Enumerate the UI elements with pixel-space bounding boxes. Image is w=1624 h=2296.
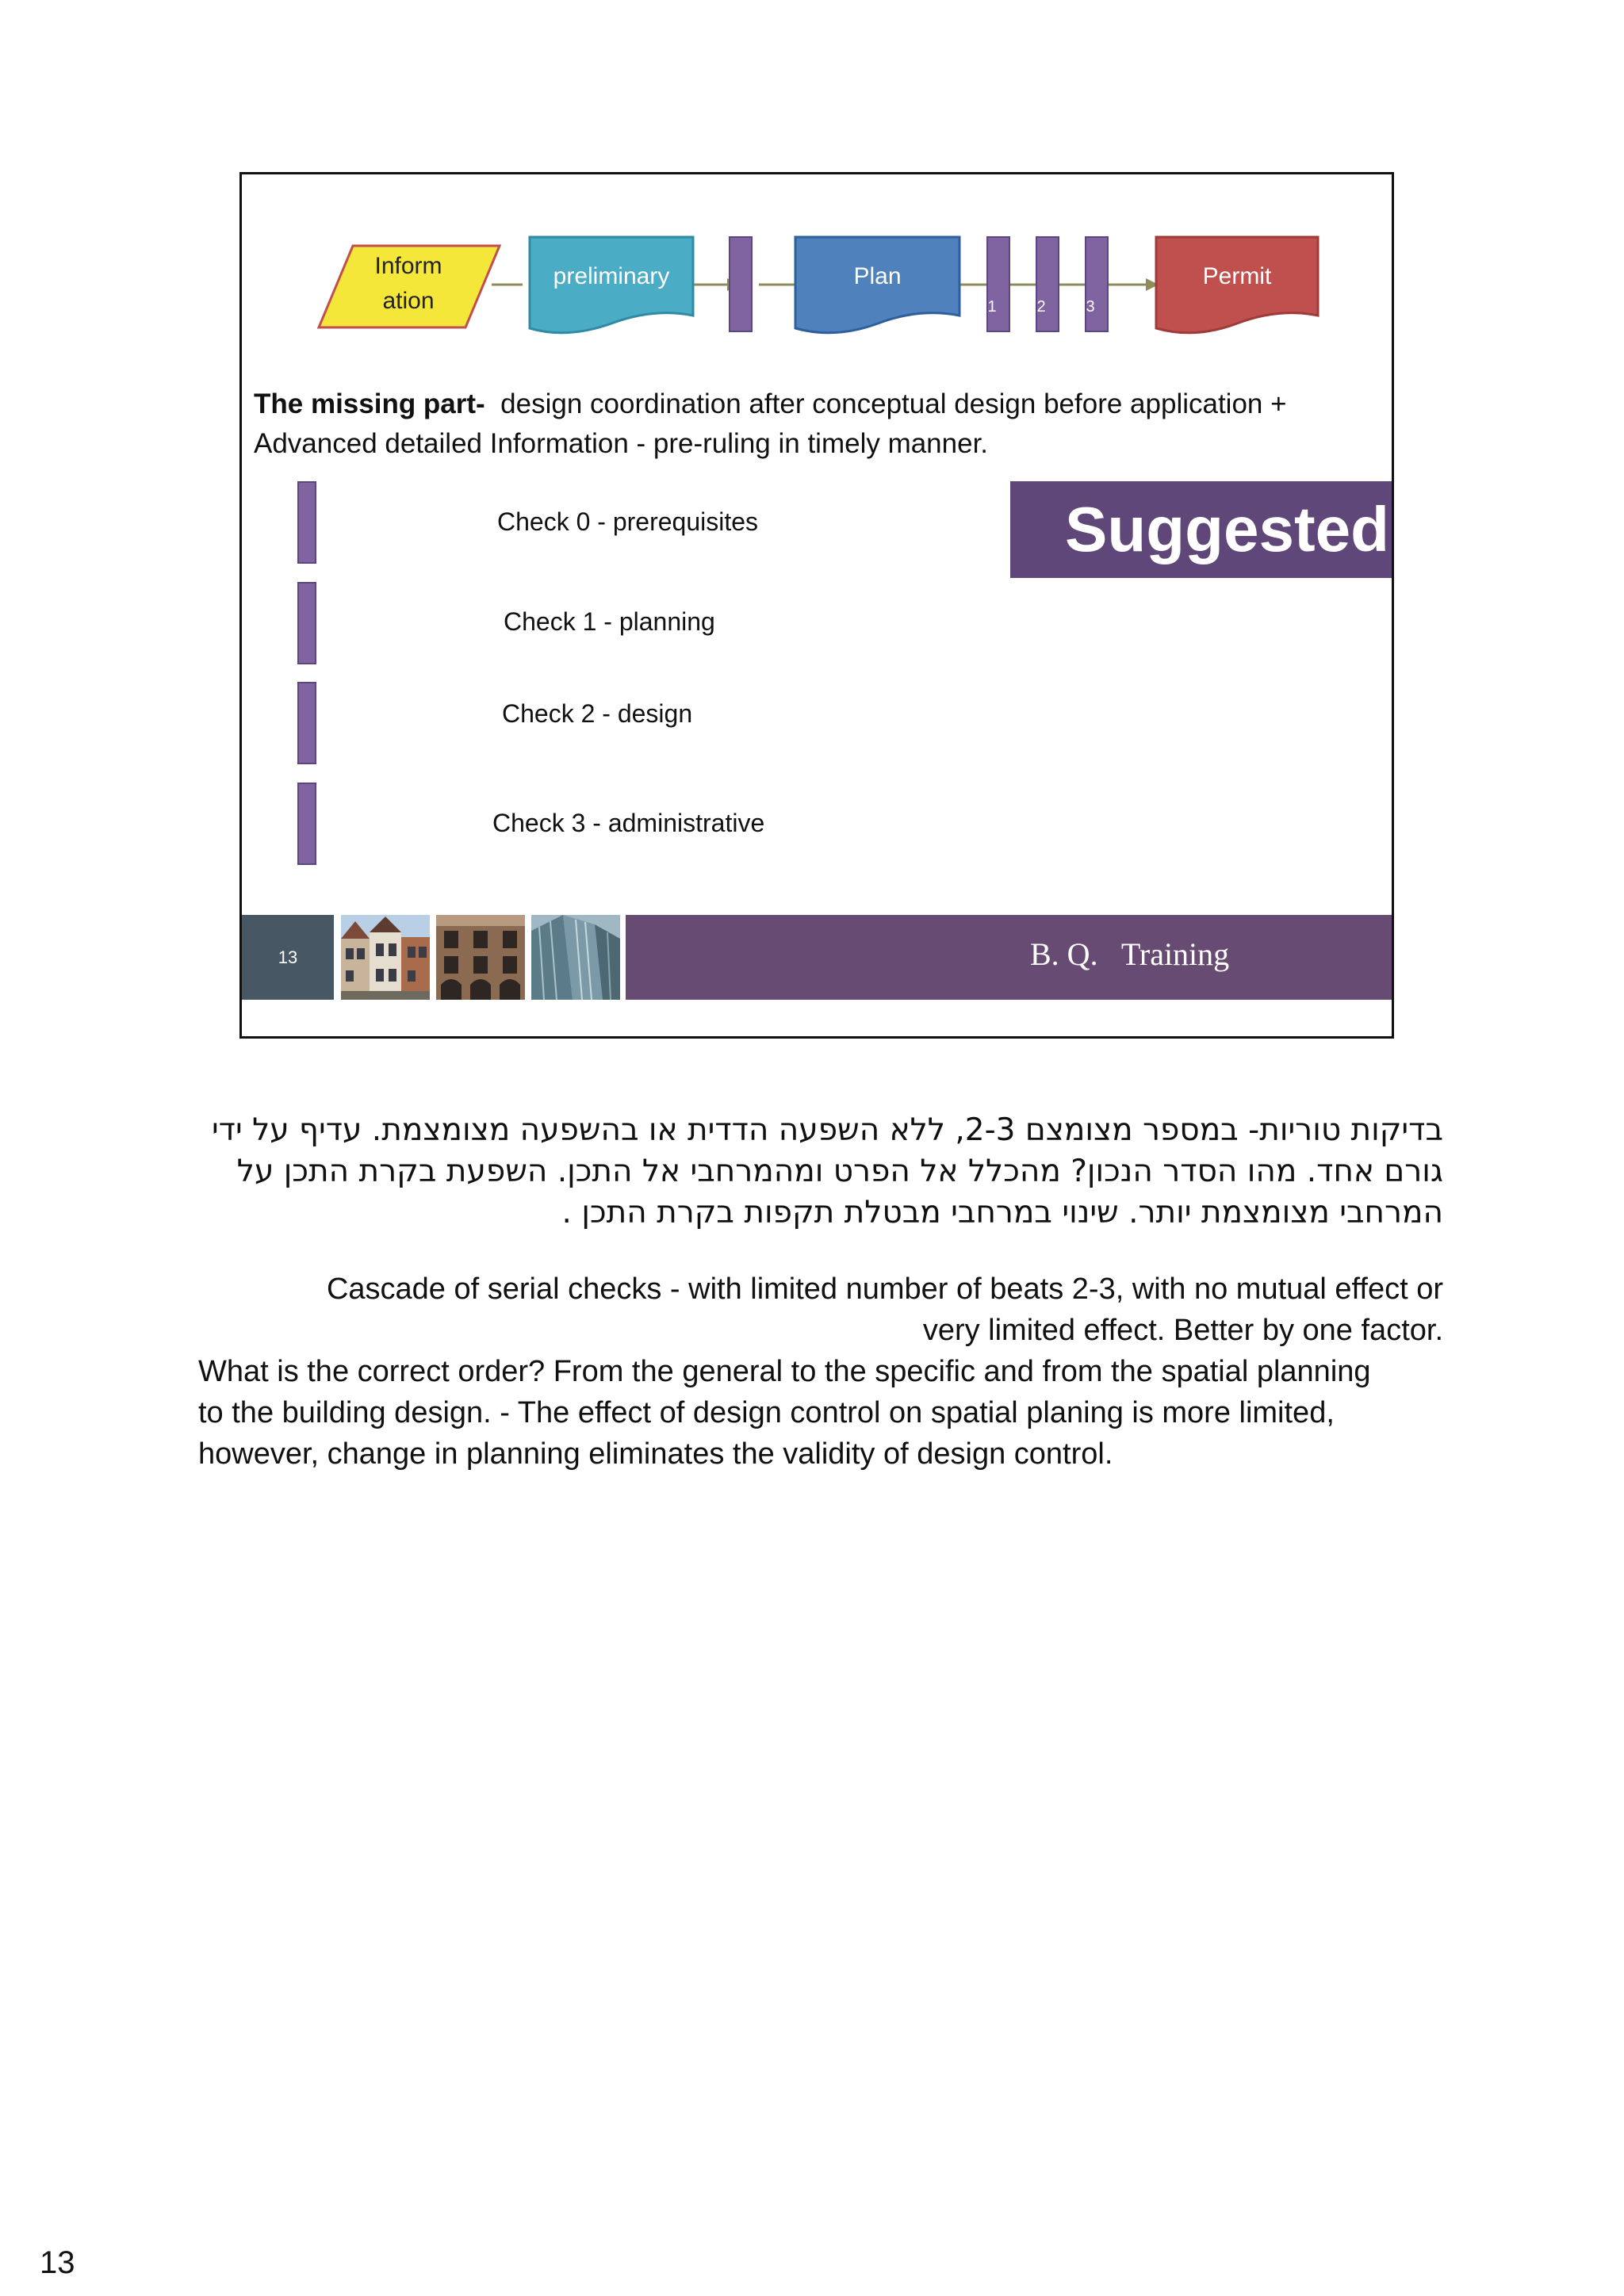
missing-part-line1 — [254, 385, 1388, 424]
missing-part-line2: Advanced detailed Information - pre-ruling in timely manner. — [254, 428, 989, 459]
hebrew-notes — [198, 1110, 1443, 1234]
townhouses-photo — [341, 915, 430, 1000]
hebrew-notes-line3: המרחבי מצומצמת יותר. שינוי במרחבי מבטלת תקפות בקרת התכן . — [561, 1195, 1443, 1230]
permit-label: Permit — [1202, 263, 1272, 289]
gate-bar-preliminary — [730, 237, 752, 331]
footer-band — [626, 915, 1394, 1000]
information-label — [345, 249, 472, 319]
check-0-label: Check 0 - prerequisites — [497, 507, 759, 536]
check-1-label: Check 1 - planning — [504, 607, 715, 636]
gate-number-1: 1 — [987, 298, 997, 316]
gate-number-3: 3 — [1086, 298, 1095, 316]
brick-building-photo — [436, 915, 525, 1000]
glass-towers-photo — [531, 915, 620, 1000]
missing-part-text — [254, 385, 1388, 464]
missing-part-heading: The missing part- — [254, 388, 485, 419]
english-notes-line4: to the building design. - The effect of design control on spatial planing is more limited, — [198, 1396, 1335, 1429]
english-notes-line3: What is the correct order? From the general to the specific and from the spatial planning — [198, 1355, 1371, 1388]
gate-number-2: 2 — [1036, 298, 1046, 316]
plan-label: Plan — [853, 263, 902, 289]
english-notes-line5: however, change in planning eliminates the validity of design control. — [198, 1437, 1113, 1471]
hebrew-notes-line1: בדיקות טוריות- במספר מצומצם 2-3, ללא השפעה הדדית או בהשפעה מצומצמת. עדיף על ידי — [211, 1112, 1443, 1148]
missing-part-line1-text: design coordination after conceptual design before application + — [485, 388, 1287, 419]
english-notes — [198, 1269, 1443, 1475]
suggested-banner — [1010, 481, 1394, 578]
suggested-label: Suggested — [1065, 494, 1389, 564]
english-notes-line2: very limited effect. Better by one factor. — [922, 1314, 1443, 1347]
footer-label: B. Q. Training — [1030, 936, 1230, 972]
gate-bar-3 — [1086, 237, 1108, 331]
slide-number: 13 — [242, 915, 334, 1000]
check-0-bar — [297, 481, 316, 564]
english-notes-line1: Cascade of serial checks - with limited number of beats 2-3, with no mutual effect or — [326, 1272, 1443, 1306]
gate-bar-2 — [1036, 237, 1059, 331]
check-3-bar — [297, 783, 316, 865]
hebrew-notes-line2: גורם אחד. מהו הסדר הנכון? מהכלל אל הפרט ומהמרחבי אל התכן. השפעת בקרת התכן על — [236, 1154, 1443, 1189]
page-number: 13 — [40, 2245, 75, 2280]
check-3-label: Check 3 - administrative — [492, 809, 765, 837]
check-1-bar — [297, 582, 316, 664]
information-label-line2: ation — [382, 288, 435, 314]
preliminary-label: preliminary — [553, 263, 670, 289]
gate-bar-1 — [987, 237, 1009, 331]
check-2-bar — [297, 682, 316, 764]
information-label-line1: Inform — [374, 253, 442, 279]
slide-thumbnail — [239, 172, 1394, 1039]
check-2-label: Check 2 - design — [502, 699, 693, 728]
